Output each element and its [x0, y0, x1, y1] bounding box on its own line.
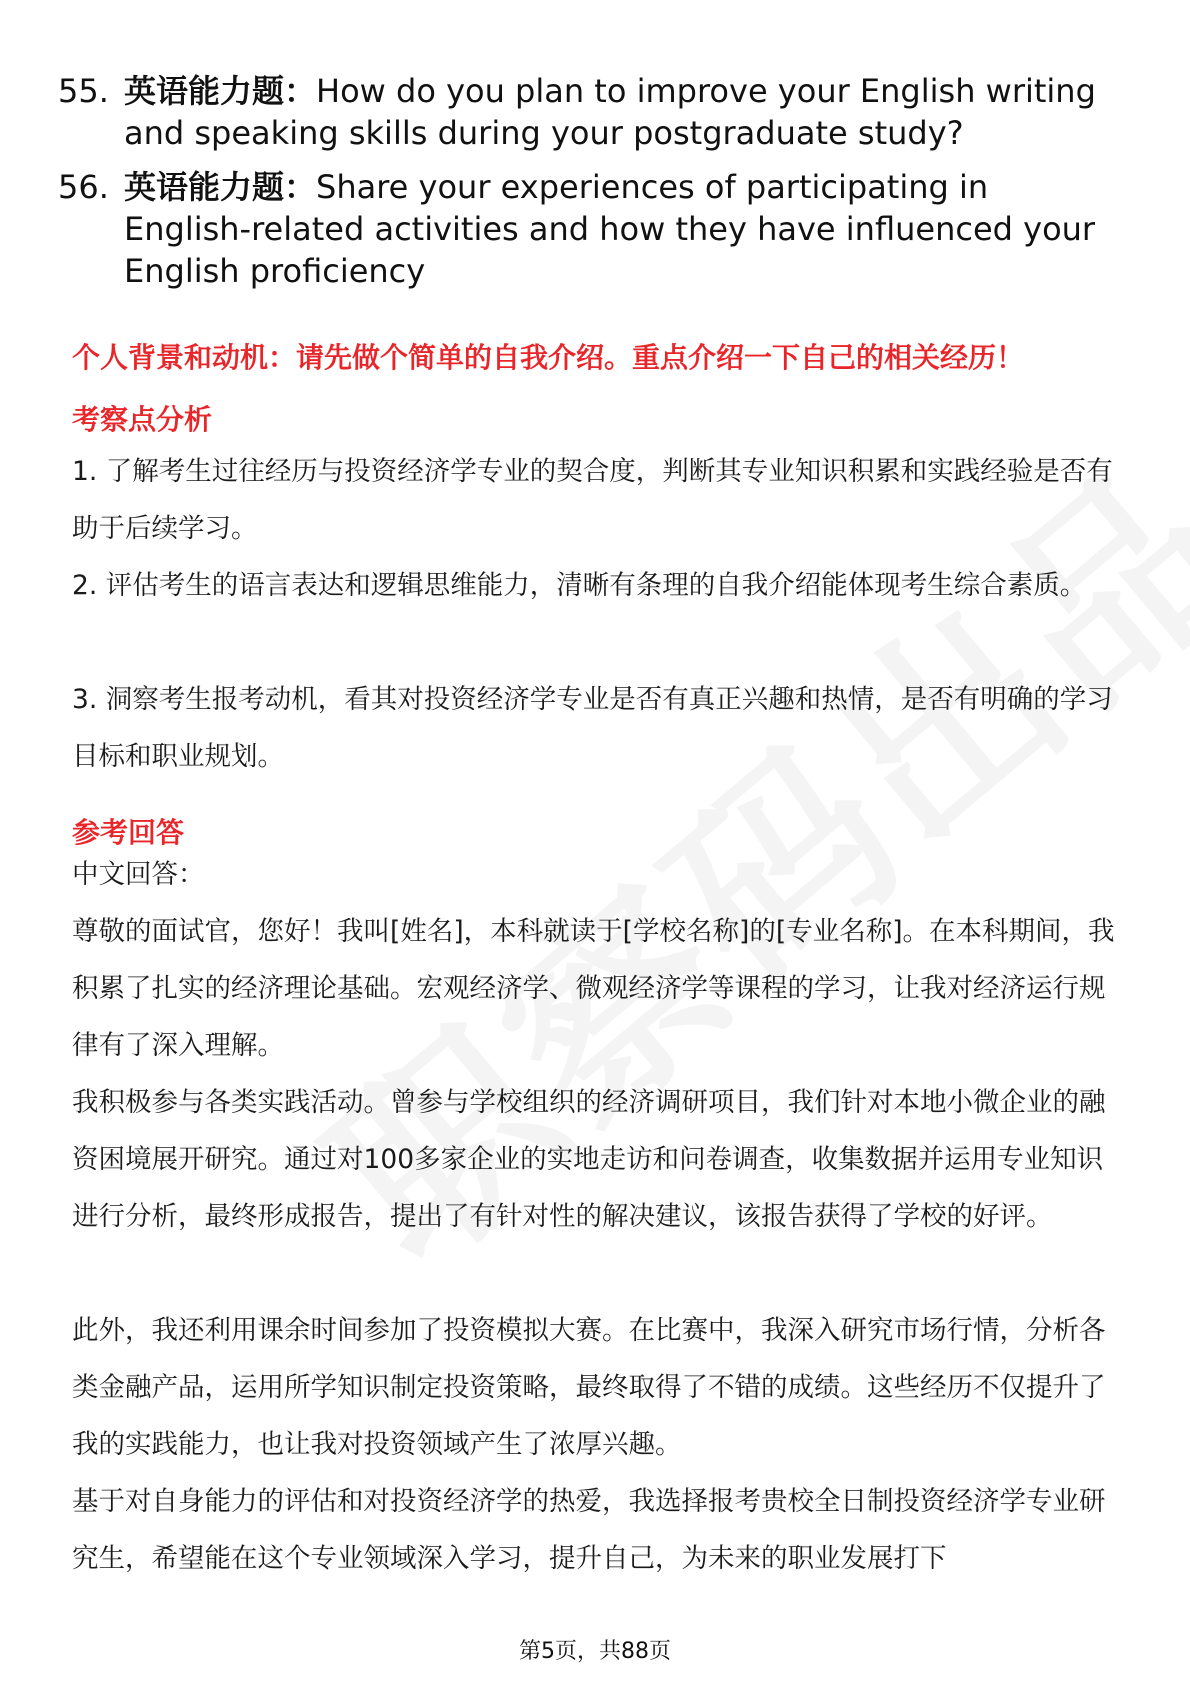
page-footer: 第5页，共88页: [519, 1639, 671, 1664]
analysis-heading: 考察点分析: [72, 403, 213, 436]
answer-paragraph: 尊敬的面试官，您好！我叫[姓名]，本科就读于[学校名称]的[专业名称]。在本科期间，我积累了扎实的经济理论基础。宏观经济学、微观经济学等课程的学习，让我对经济运行规律有了深入理解。: [72, 916, 1115, 1061]
analysis-point: 1. 了解考生过往经历与投资经济学专业的契合度，判断其专业知识积累和实践经验是否有助于后续学习。: [72, 456, 1113, 544]
question-number: 56.: [58, 168, 109, 206]
answer-label: 中文回答：: [72, 859, 205, 890]
question-item: [58, 166, 1118, 292]
question-text: Share your experiences of participating in English-related activities and how they have influenced your English proficiency: [124, 168, 1096, 290]
analysis-point: 2. 评估考生的语言表达和逻辑思维能力，清晰有条理的自我介绍能体现考生综合素质。: [72, 570, 1087, 601]
answer-paragraph: 此外，我还利用课余时间参加了投资模拟大赛。在比赛中，我深入研究市场行情，分析各类金融产品，运用所学知识制定投资策略，最终取得了不错的成绩。这些经历不仅提升了我的实践能力，也让我对投资领域产生了浓厚兴趣。: [72, 1315, 1106, 1460]
question-item: [58, 70, 1118, 154]
question-tag: 英语能力题：: [124, 168, 317, 206]
question-tag: 英语能力题：: [124, 72, 317, 110]
question-number: 55.: [58, 72, 109, 110]
question-text: How do you plan to improve your English writing and speaking skills during your postgraduate study?: [124, 72, 1096, 152]
answer-heading: 参考回答: [72, 816, 185, 849]
answer-paragraph: 我积极参与各类实践活动。曾参与学校组织的经济调研项目，我们针对本地小微企业的融资困境展开研究。通过对100多家企业的实地走访和问卷调查，收集数据并运用专业知识进行分析，最终形成报告，提出了有针对性的解决建议，该报告获得了学校的好评。: [72, 1087, 1106, 1232]
analysis-point: 3. 洞察考生报考动机，看其对投资经济学专业是否有真正兴趣和热情，是否有明确的学习目标和职业规划。: [72, 684, 1113, 772]
section-title: 个人背景和动机：请先做个简单的自我介绍。重点介绍一下自己的相关经历！: [72, 341, 1025, 374]
question-body: [124, 166, 1118, 292]
question-body: [124, 70, 1118, 154]
answer-paragraph: 基于对自身能力的评估和对投资经济学的热爱，我选择报考贵校全日制投资经济学专业研究生，希望能在这个专业领域深入学习，提升自己，为未来的职业发展打下: [72, 1486, 1106, 1574]
